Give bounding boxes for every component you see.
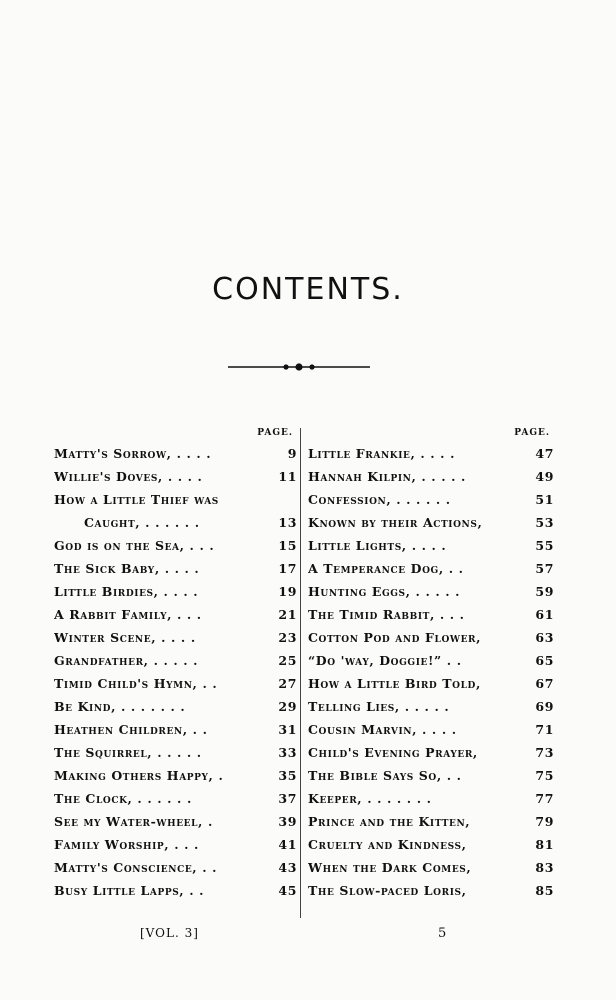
toc-entry — [54, 787, 297, 810]
toc-entry — [54, 879, 297, 902]
toc-entry-title: Known by their Actions, — [308, 515, 483, 530]
toc-entry-title: When the Dark Comes, — [308, 860, 472, 875]
toc-entry-page: 79 — [535, 814, 554, 829]
toc-entry-page: 85 — [535, 883, 554, 898]
toc-entry-page: 49 — [535, 469, 554, 484]
toc-entry-title: The Bible Says So, . . — [308, 768, 462, 783]
toc-entry — [308, 833, 554, 856]
toc-entry-page: 41 — [278, 837, 297, 852]
toc-entry — [54, 672, 297, 695]
toc-entry-page: 57 — [535, 561, 554, 576]
toc-entry — [308, 626, 554, 649]
toc-entry-title: Caught, . . . . . . — [84, 515, 200, 530]
toc-entry-title: Making Others Happy, . — [54, 768, 224, 783]
toc-entry-title: Winter Scene, . . . . — [54, 630, 196, 645]
page-number: 5 — [438, 926, 447, 941]
toc-entry-title: Cruelty and Kindness, — [308, 837, 467, 852]
toc-entry-title: Prince and the Kitten, — [308, 814, 471, 829]
toc-entry — [54, 810, 297, 833]
toc-entry-page: 83 — [535, 860, 554, 875]
toc-entry — [308, 603, 554, 626]
toc-entry-page: 61 — [535, 607, 554, 622]
contents-column-right — [308, 424, 554, 902]
volume-label: [VOL. 3] — [140, 926, 199, 940]
toc-entry — [308, 810, 554, 833]
toc-entry-title: Child's Evening Prayer, — [308, 745, 478, 760]
toc-entry-title: Little Lights, . . . . — [308, 538, 447, 553]
toc-entry — [54, 465, 297, 488]
toc-entry-title: “Do 'way, Doggie!” . . — [308, 653, 462, 668]
toc-entry-title: Matty's Conscience, . . — [54, 860, 218, 875]
toc-entry-title: The Clock, . . . . . . — [54, 791, 192, 806]
page-column-header: PAGE. — [514, 428, 550, 438]
toc-entry — [54, 856, 297, 879]
toc-entry — [54, 580, 297, 603]
toc-entry-title: Heathen Children, . . — [54, 722, 208, 737]
toc-entry-page: 47 — [535, 446, 554, 461]
page-column-header: PAGE. — [257, 428, 293, 438]
toc-entry-page: 81 — [535, 837, 554, 852]
toc-entry-page: 51 — [535, 492, 554, 507]
toc-entry — [54, 534, 297, 557]
toc-entry — [308, 718, 554, 741]
page-title: CONTENTS. — [212, 272, 404, 307]
toc-entry-page: 65 — [535, 653, 554, 668]
toc-entry — [54, 649, 297, 672]
toc-entry — [54, 741, 297, 764]
toc-entry-title: Cotton Pod and Flower, — [308, 630, 482, 645]
toc-entry — [308, 672, 554, 695]
ornament-divider-icon — [228, 360, 370, 374]
toc-entry-page: 21 — [278, 607, 297, 622]
toc-entry-title: Little Birdies, . . . . — [54, 584, 199, 599]
toc-entry-page: 17 — [278, 561, 297, 576]
toc-entry-page: 29 — [278, 699, 297, 714]
toc-entry — [308, 511, 554, 534]
toc-entry — [54, 718, 297, 741]
toc-entry-page: 31 — [278, 722, 297, 737]
toc-entry-title: How a Little Thief was — [54, 492, 219, 507]
toc-entry-page: 9 — [287, 446, 297, 461]
toc-entry-title: Telling Lies, . . . . . — [308, 699, 450, 714]
toc-entry-title: Hunting Eggs, . . . . . — [308, 584, 461, 599]
toc-entry-page: 67 — [535, 676, 554, 691]
toc-entry-title: Willie's Doves, . . . . — [54, 469, 203, 484]
toc-entry-title: Be Kind, . . . . . . . — [54, 699, 186, 714]
toc-entry-page: 13 — [278, 515, 297, 530]
toc-entry-page: 77 — [535, 791, 554, 806]
toc-entry — [54, 603, 297, 626]
toc-entry — [54, 626, 297, 649]
toc-entry — [54, 833, 297, 856]
toc-entry-title: Hannah Kilpin, . . . . . — [308, 469, 466, 484]
toc-entry — [54, 764, 297, 787]
toc-entry — [54, 488, 297, 511]
toc-entry-title: Keeper, . . . . . . . — [308, 791, 432, 806]
contents-column-left — [54, 424, 297, 902]
toc-entry-title: A Temperance Dog, . . — [308, 561, 464, 576]
toc-entry-page: 55 — [535, 538, 554, 553]
toc-entry-page: 53 — [535, 515, 554, 530]
toc-entry — [308, 465, 554, 488]
toc-entry-page: 19 — [278, 584, 297, 599]
toc-entry — [54, 557, 297, 580]
toc-entry-title: Grandfather, . . . . . — [54, 653, 199, 668]
toc-entry-title: The Sick Baby, . . . . — [54, 561, 200, 576]
toc-entry-page: 27 — [278, 676, 297, 691]
toc-entry-page: 37 — [278, 791, 297, 806]
toc-entry-title: The Squirrel, . . . . . — [54, 745, 202, 760]
toc-entry-title: God is on the Sea, . . . — [54, 538, 215, 553]
toc-entry-page: 33 — [278, 745, 297, 760]
toc-entry-page: 73 — [535, 745, 554, 760]
toc-entry — [308, 695, 554, 718]
toc-entry-page: 23 — [278, 630, 297, 645]
toc-entry-page: 25 — [278, 653, 297, 668]
toc-entry-page: 45 — [278, 883, 297, 898]
toc-entry-page: 59 — [535, 584, 554, 599]
toc-entry-title: Busy Little Lapps, . . — [54, 883, 205, 898]
toc-entry-title: Cousin Marvin, . . . . — [308, 722, 457, 737]
toc-entry-title: Confession, . . . . . . — [308, 492, 451, 507]
toc-entry-page: 35 — [278, 768, 297, 783]
toc-entry-page: 15 — [278, 538, 297, 553]
toc-entry-title: Timid Child's Hymn, . . — [54, 676, 218, 691]
toc-entry — [308, 557, 554, 580]
column-divider — [300, 428, 301, 918]
toc-entry — [308, 787, 554, 810]
toc-entry — [308, 856, 554, 879]
toc-entry-page: 75 — [535, 768, 554, 783]
toc-entry — [308, 534, 554, 557]
toc-entry-page: 11 — [278, 469, 297, 484]
toc-entry — [308, 442, 554, 465]
toc-entry — [308, 580, 554, 603]
toc-entry — [54, 695, 297, 718]
toc-entry — [54, 511, 297, 534]
toc-entry — [308, 764, 554, 787]
toc-entry-title: The Timid Rabbit, . . . — [308, 607, 465, 622]
toc-entry-page: 63 — [535, 630, 554, 645]
toc-entry-page: 69 — [535, 699, 554, 714]
toc-entry — [308, 741, 554, 764]
toc-entry — [308, 488, 554, 511]
toc-entry-title: A Rabbit Family, . . . — [54, 607, 202, 622]
toc-entry-title: How a Little Bird Told, — [308, 676, 481, 691]
toc-entry — [54, 442, 297, 465]
toc-entry-title: Family Worship, . . . — [54, 837, 199, 852]
toc-entry-title: Matty's Sorrow, . . . . — [54, 446, 212, 461]
toc-entry-title: See my Water-wheel, . — [54, 814, 213, 829]
toc-entry — [308, 879, 554, 902]
toc-entry-title: Little Frankie, . . . . — [308, 446, 456, 461]
toc-entry-title: The Slow-paced Loris, — [308, 883, 467, 898]
toc-entry-page: 43 — [278, 860, 297, 875]
toc-entry-page: 39 — [278, 814, 297, 829]
toc-entry-page: 71 — [535, 722, 554, 737]
toc-entry — [308, 649, 554, 672]
